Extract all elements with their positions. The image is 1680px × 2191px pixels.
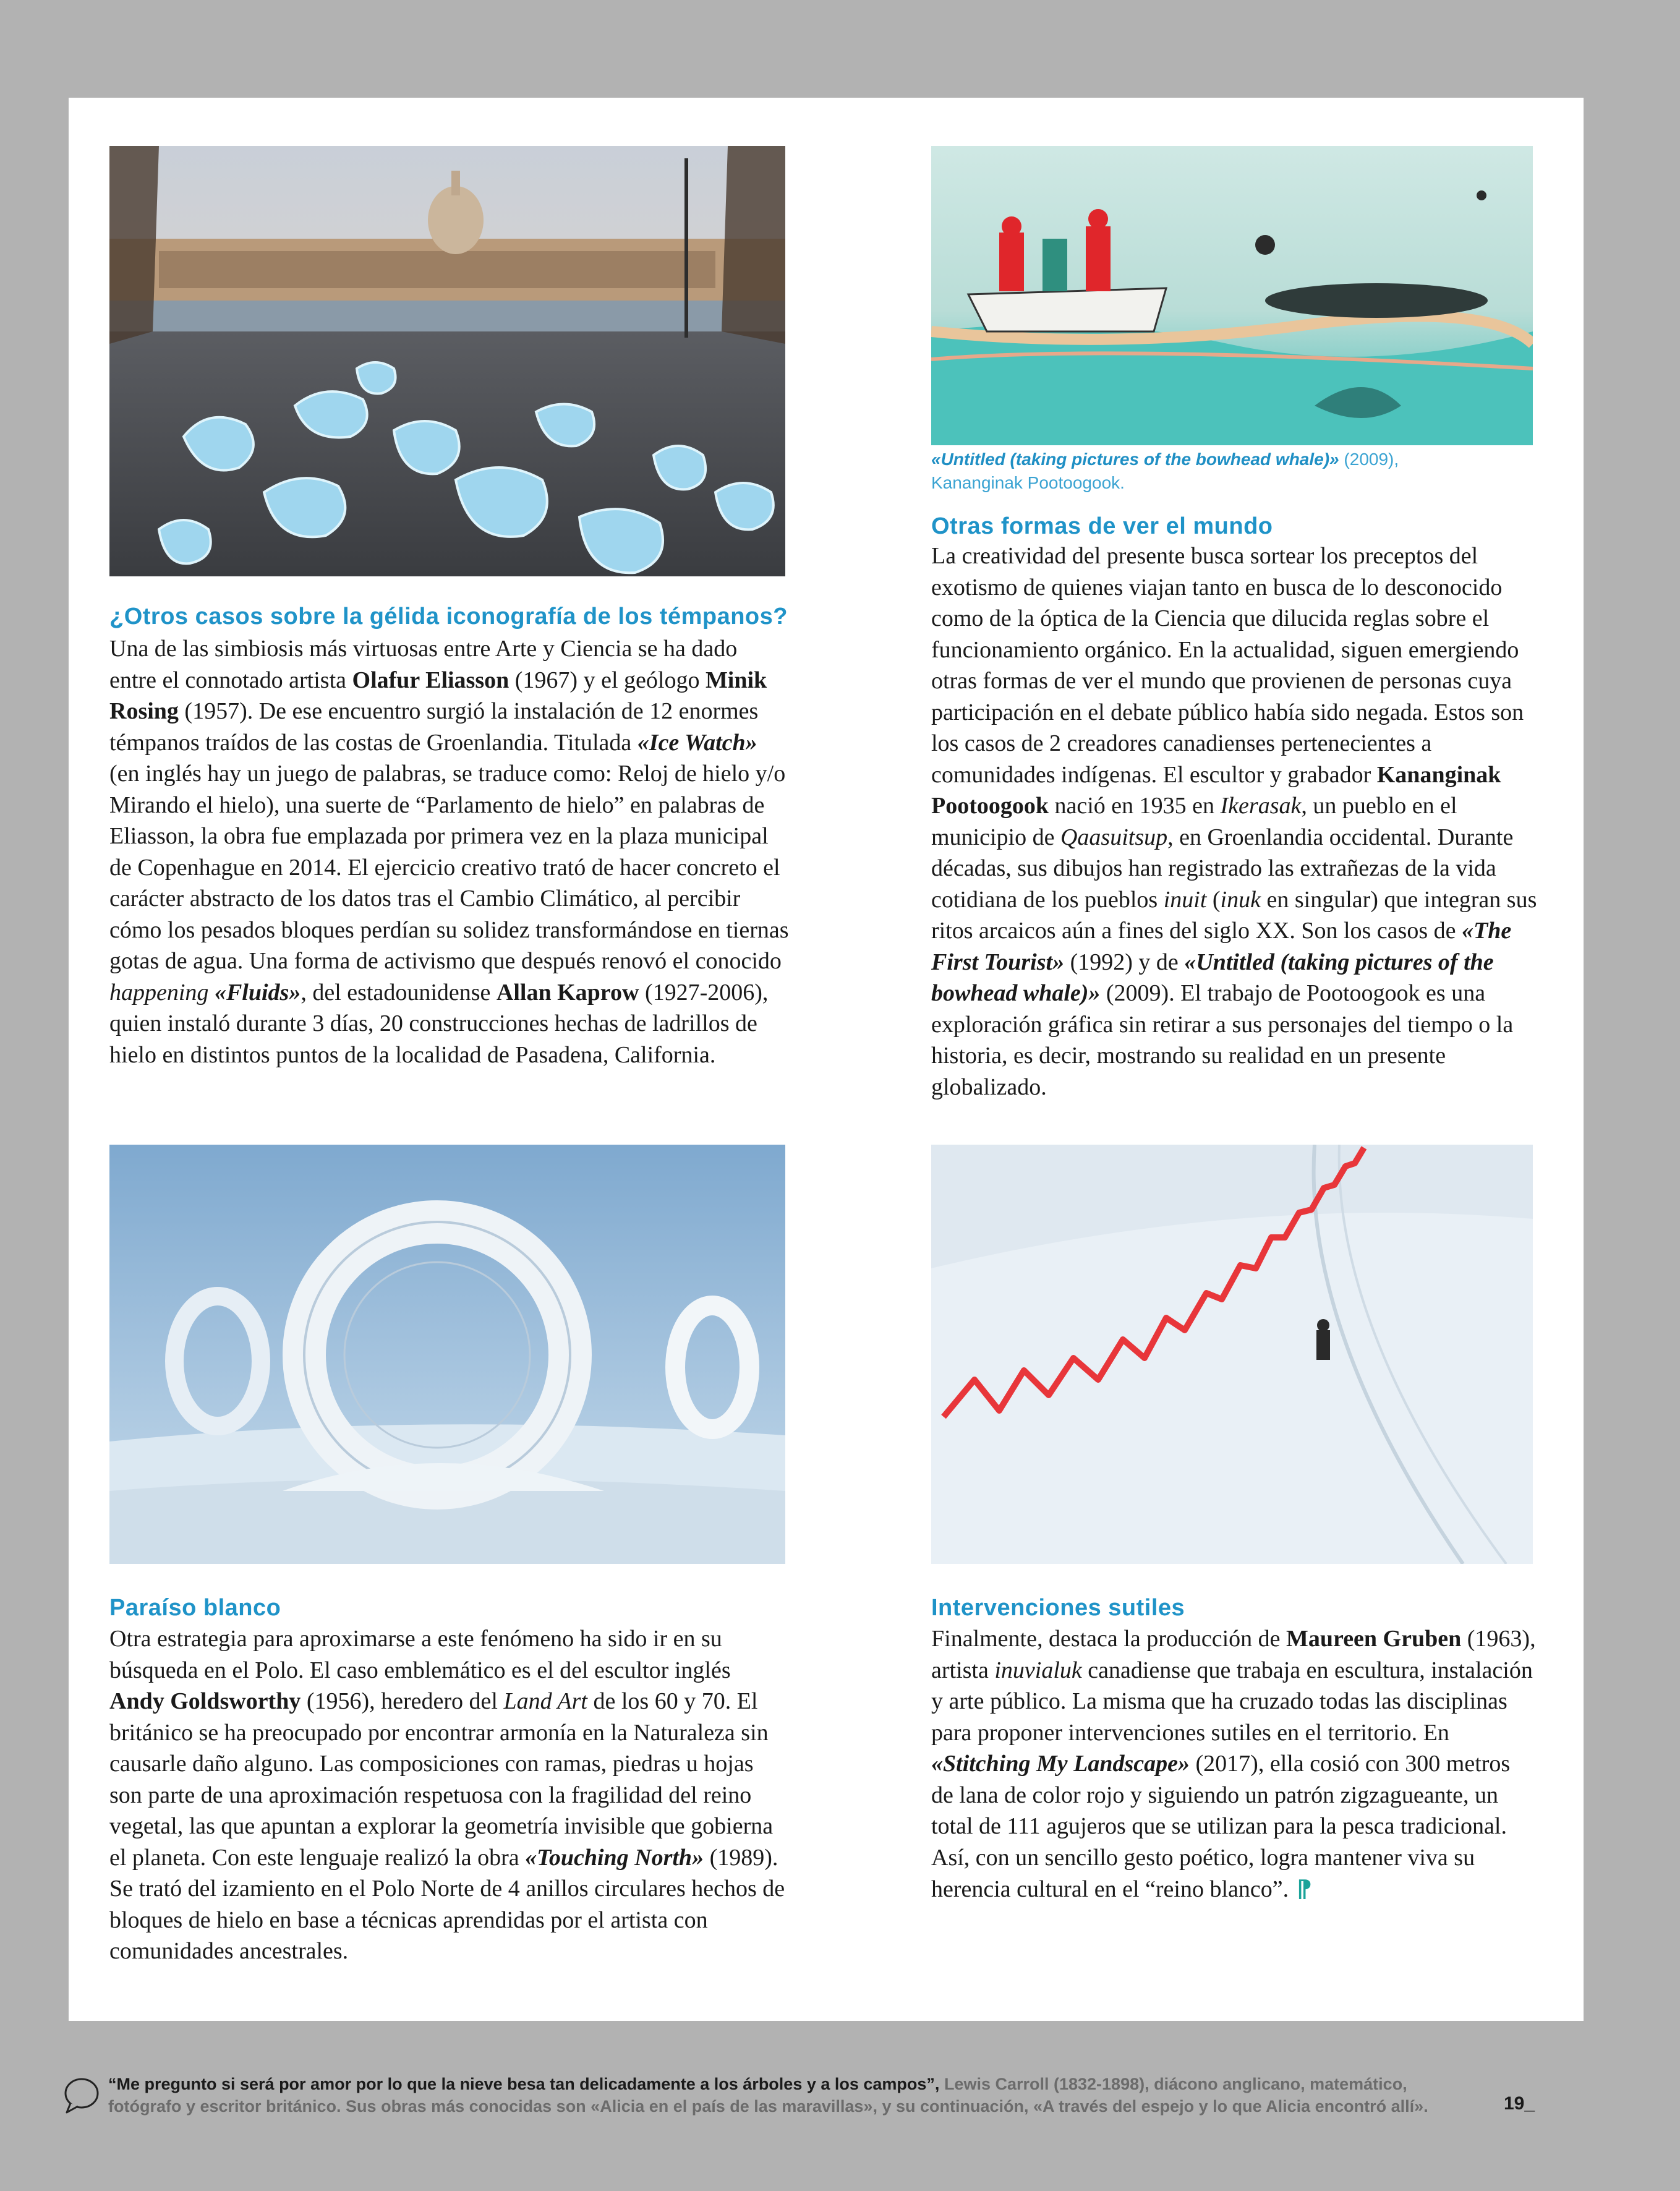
footer-quote [108, 2073, 1456, 2117]
footer-quote-text: “Me pregunto si será por amor por lo que la nieve besa tan delicadamente a los árboles y a los campos”, [108, 2075, 940, 2093]
text-run: ( [1206, 886, 1221, 913]
text-run: (1992) y de [1064, 949, 1185, 975]
text-run: Finalmente, destaca la producción de [931, 1626, 1287, 1652]
text-run: (1957). De ese encuentro surgió la instalación de 12 enormes témpanos traídos de las costas de Groenlandia. Titulada [109, 698, 759, 756]
text-run: Otra estrategia para aproximarse a este fenómeno ha sido ir en su búsqueda en el Polo. El caso emblemático es el del escultor inglés [109, 1626, 731, 1683]
text-run: happening [109, 979, 209, 1006]
body-intervenciones-sutiles [931, 1623, 1537, 1905]
text-run: «Stitching My Landscape» [931, 1751, 1190, 1777]
text-run: , en Groenlandia occidental. Durante décadas, sus dibujos han registrado las extrañezas de la vida cotidiana de los pueblos [931, 824, 1514, 913]
text-run: inuvialuk [994, 1657, 1082, 1683]
text-run: nació en 1935 en [1049, 793, 1221, 819]
text-run: (1967) y el geólogo [509, 667, 706, 693]
text-run: Maureen Gruben [1286, 1626, 1462, 1652]
photo-stitching-my-landscape [931, 1145, 1533, 1564]
text-run: «Touching North» [525, 1844, 704, 1871]
heading-ice-watch: ¿Otros casos sobre la gélida iconografía de los témpanos? [109, 604, 788, 630]
speech-bubble-icon [62, 2075, 101, 2115]
text-run: Olafur Eliasson [352, 667, 510, 693]
body-ice-watch [109, 633, 790, 1070]
photo-bowhead-whale-drawing [931, 146, 1533, 445]
text-run: inuk [1220, 886, 1261, 913]
text-run: (2009). El trabajo de Pootoogook es una exploración gráfica sin retirar a sus personajes del tiempo o la historia, es decir, mostrando su realidad en un presente globalizado. [931, 980, 1514, 1100]
footer-attribution: Lewis Carroll (1832-1898), diácono anglicano, matemático, fotógrafo y escritor británico. Sus obras más conocidas son «Alicia en el país de las maravillas», y su continuación, «A través del espejo y lo que Alicia encontró allí». [108, 2075, 1428, 2116]
text-run: Ikerasak [1220, 793, 1302, 819]
text-run: de los 60 y 70. El británico se ha preocupado por encontrar armonía en la Naturaleza sin causarle daño alguno. Las composiciones con ramas, piedras u hojas son parte de una aproximación respetuosa con la fragilidad del reino vegetal, las que apuntan a explorar la geometría invisible que gobierna el planeta. Con este lenguaje realizó la obra [109, 1688, 774, 1871]
text-run: Minik Rosing [109, 667, 767, 724]
text-run [208, 980, 215, 1006]
caption-bowhead-whale [931, 448, 1537, 495]
text-run: en singular) que integran sus ritos arcaicos aún a fines del siglo XX. Son los casos de [931, 886, 1537, 944]
text-run: «Fluids» [214, 979, 301, 1006]
text-run: , del estadounidense [301, 979, 497, 1006]
text-run: (en inglés hay un juego de palabras, se traduce como: Reloj de hielo y/o Mirando el hielo), una suerte de “Parlamento de hielo” en palabras de Eliasson, la obra fue emplazada por primera vez en la plaza municipal de Copenhague en 2014. El ejercicio creativo trató de hacer concreto el carácter abstracto de los datos tras el Cambio Climático, al percibir cómo los pesados bloques perdían su solidez transformándose en tiernas gotas de agua. Una forma de activismo que después renovó el conocido [109, 761, 789, 974]
text-run: «The First Tourist» [931, 918, 1512, 975]
heading-paraiso-blanco: Paraíso blanco [109, 1595, 281, 1621]
text-run: inuit [1163, 886, 1207, 913]
text-run: Qaasuitsup [1060, 824, 1168, 850]
photo-ice-watch [109, 146, 785, 576]
body-paraiso-blanco [109, 1623, 790, 1967]
text-run: Andy Goldsworthy [109, 1688, 301, 1714]
text-run: (2017), ella cosió con 300 metros de lana de color rojo y siguiendo un patrón zigzagueante, un total de 111 agujeros que se utilizan para la pesca tradicional. Así, con un sencillo gesto poético, logra mantener viva su herencia cultural en el “reino blanco”. [931, 1751, 1511, 1902]
photo-touching-north [109, 1145, 785, 1564]
text-run: «Untitled (taking pictures of the bowhead whale)» [931, 949, 1494, 1006]
text-run: Kananginak Pootoogook [931, 761, 1501, 819]
caption-year: (2009), [1339, 450, 1399, 469]
text-run: Land Art [503, 1688, 587, 1714]
body-otras-formas [931, 540, 1537, 1103]
text-run: (1927-2006), quien instaló durante 3 días, 20 construcciones hechas de ladrillos de hielo en distintos puntos de la localidad de Pasadena, California. [109, 979, 769, 1068]
text-run: (1963), artista [931, 1626, 1536, 1683]
page-number: 19_ [1504, 2093, 1535, 2114]
text-run: canadiense que trabaja en escultura, instalación y arte público. La misma que ha cruzado todas las disciplinas para proponer intervenciones sutiles en el territorio. En [931, 1657, 1533, 1746]
text-run: Allan Kaprow [496, 979, 639, 1006]
caption-author: Kananginak Pootoogook. [931, 473, 1125, 492]
text-run: (1989). Se trató del izamiento en el Polo Norte de 4 anillos circulares hechos de bloques de hielo en base a técnicas aprendidas por el artista con comunidades ancestrales. [109, 1844, 785, 1964]
end-mark-icon: ⁋ [1289, 1875, 1312, 1902]
heading-intervenciones-sutiles: Intervenciones sutiles [931, 1595, 1185, 1621]
text-run: Una de las simbiosis más virtuosas entre Arte y Ciencia se ha dado entre el connotado artista [109, 636, 738, 693]
text-run: La creatividad del presente busca sortear los preceptos del exotismo de quienes viajan tanto en busca de lo desconocido como de la óptica de la Ciencia que dilucida reglas sobre el funcionamiento orgánico. En la actualidad, siguen emergiendo otras formas de ver el mundo que provienen de personas cuya participación en el debate público había sido negada. Estos son los casos de 2 creadores canadienses pertenecientes a comunidades indígenas. El escultor y grabador [931, 543, 1524, 788]
caption-title: «Untitled (taking pictures of the bowhead whale)» [931, 450, 1339, 469]
text-run: , un pueblo en el municipio de [931, 793, 1457, 850]
text-run: (1956), heredero del [301, 1688, 504, 1714]
heading-otras-formas: Otras formas de ver el mundo [931, 513, 1273, 539]
text-run: «Ice Watch» [637, 729, 757, 756]
